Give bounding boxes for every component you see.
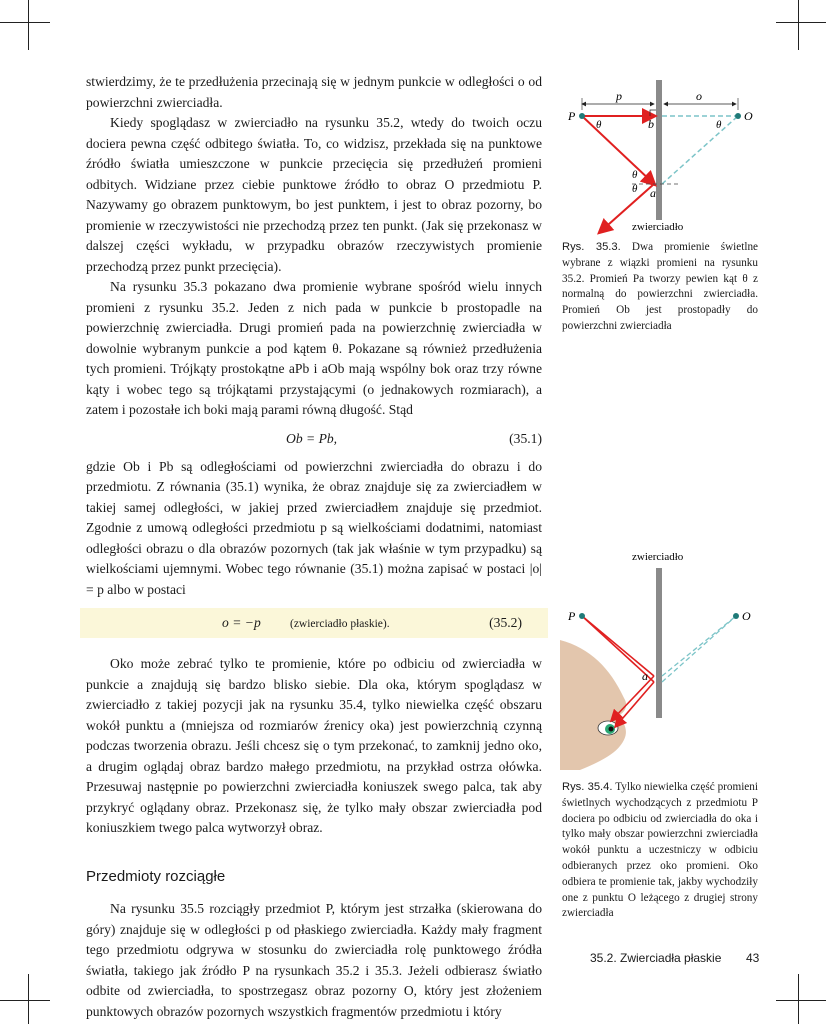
crop-mark bbox=[28, 0, 29, 50]
label-O: O bbox=[744, 109, 753, 123]
crop-mark bbox=[798, 0, 799, 50]
crop-mark bbox=[0, 22, 50, 23]
equation-text: o = −p bbox=[222, 615, 261, 630]
equation-number: (35.1) bbox=[509, 430, 542, 446]
label-b: b bbox=[648, 117, 654, 131]
crop-mark bbox=[28, 974, 29, 1024]
mirror bbox=[656, 80, 662, 220]
label-P: P bbox=[568, 109, 576, 123]
paragraph: stwierdzimy, że te przedłużenia przecinają się w jednym punkcie w odległości o od powierzchni zwierciadła. bbox=[86, 74, 542, 110]
crop-mark bbox=[0, 1000, 50, 1001]
label-O: O bbox=[742, 609, 751, 623]
equation-35-1 bbox=[86, 421, 542, 457]
caption-text: Tylko niewielka część promieni świetlnych wychodzących z przedmiotu P dociera po odbiciu od zwierciadła do oka i tylko mały obszar powierzchni zwierciadła wokół punktu a uczestniczy w odbiciu odbieranych przez oko promieni. Oko odbiera te promienie tak, jakby wychodziły one z punktu O leżącego z drugiej strony zwierciadła bbox=[562, 781, 758, 920]
extension bbox=[662, 616, 736, 676]
paragraph: Na rysunku 35.5 rozciągły przedmiot P, którym jest strzałka (skierowana do góry) znajduje się w odległości p od płaskiego zwierciadła. Każdy mały fragment tego przedmiotu odgrywa w stosunku do zwierciadła rolę punktowego źródła światła, takiego jak źródło P na rysunkach 35.2 i 35.3. Jeżeli odbierasz światło odbite od zwierciadła, to spostrzegasz obraz pozorny O, który jest złożeniem punktowych obrazów pozornych wszystkich fragmentów przedmiotu i który bbox=[86, 901, 542, 1019]
equation-35-2 bbox=[80, 608, 548, 638]
point-O bbox=[733, 613, 739, 619]
figure-35-3 bbox=[560, 80, 760, 240]
point-P bbox=[579, 613, 585, 619]
point-P bbox=[579, 113, 585, 119]
paragraph: Oko może zebrać tylko te promienie, które po odbiciu od zwierciadła w punkcie a znajdują się bardzo blisko siebie. Dla oka, którym spoglądasz w zwierciadło z takiej pozycji jak na rysunku 35.4, tylko niewielka część obszaru wokół punktu a (mniejsza od rozmiarów źrenicy oka) jest powierzchnią czynną podczas tworzenia obrazu. Jeśli chcesz się o tym przekonać, to zamknij jedno oko, a drugim oglądaj obraz bardzo małego przedmiotu, na przykład ostrza ołówka. Przesuwaj następnie po powierzchni zwierciadła koniuszek swego palca, tak aby przykryć oglądany obraz. Przekonasz się, że tylko mały obszar zwierciadła pod koniuszkiem twego palca wytworzył obraz. bbox=[86, 656, 542, 835]
label-mirror: zwierciadło bbox=[632, 551, 684, 563]
footer-section: 35.2. Zwierciadła płaskie bbox=[590, 951, 722, 965]
crop-mark bbox=[776, 22, 826, 23]
label-theta: θ bbox=[632, 169, 638, 181]
caption-label: Rys. 35.4. bbox=[562, 781, 613, 793]
label-theta: θ bbox=[596, 119, 602, 131]
label-o: o bbox=[696, 89, 702, 103]
label-mirror: zwierciadło bbox=[632, 221, 684, 233]
ray-Pa bbox=[582, 116, 654, 184]
paragraph: Na rysunku 35.3 pokazano dwa promienie wybrane spośród wielu innych promieni z rysunku 35.2. Jeden z nich pada w punkcie b prostopadle na powierzchnię zwierciadła. Drugi promień pada na powierzchnię zwierciadła w dowolnie wybranym punkcie a pod kątem θ. Pokazane są również przedłużenia tych promieni. Trójkąty prostokątne aPb i aOb mają wspólny bok oraz trzy równe kąty i wobec tego są trójkątami przystającymi (o jednakowych rozmiarach), a zatem i pozostałe ich boki mają parami równą długość. Stąd bbox=[86, 279, 542, 417]
label-P: P bbox=[568, 609, 576, 623]
equation-number: (35.2) bbox=[489, 615, 522, 630]
equation-text: Ob = Pb, bbox=[286, 430, 338, 446]
crop-mark bbox=[798, 974, 799, 1024]
paragraph: Kiedy spoglądasz w zwierciadło na rysunku 35.2, wtedy do twoich oczu dociera pewna część odbitego światła. To, co widzisz, przekłada się na punktowe źródło światła umieszczone w punkcie przecięcia się przedłużeń promieni odbitych. Widziane przez ciebie punktowe źródło to obraz O przedmiotu P. Nazywamy go obrazem punktowym, bo jest punktem, i jest to obraz pozorny, bo promienie w rzeczywistości nie przechodzą przez ten punkt. (Jak się przekonasz w dalszej części wykładu, w przypadku obrazów rzeczywistych promienie przechodzą przez punkt przecięcia). bbox=[86, 115, 542, 274]
figure-caption bbox=[562, 780, 758, 922]
figure-35-4 bbox=[560, 548, 760, 770]
label-theta: θ bbox=[632, 183, 638, 195]
crop-mark bbox=[776, 1000, 826, 1001]
label-p: p bbox=[616, 89, 622, 103]
label-a: a bbox=[642, 669, 648, 683]
extension bbox=[662, 616, 736, 682]
label-a: a bbox=[650, 186, 656, 200]
figure-caption bbox=[562, 240, 758, 335]
mirror bbox=[656, 568, 662, 718]
extension-Oa bbox=[662, 116, 738, 184]
point-O bbox=[735, 113, 741, 119]
label-theta: θ bbox=[716, 119, 722, 131]
caption-label: Rys. 35.3. bbox=[562, 241, 621, 253]
page-number: 43 bbox=[746, 951, 760, 965]
main-text-column bbox=[86, 72, 542, 1022]
caption-text: Dwa promienie świetlne wybrane z wiązki promieni na rysunku 35.2. Promień Pa tworzy pewien kąt θ z normalną do powierzchni zwierciadła. Promień Ob jest prostopadły do powierzchni zwierciadła bbox=[562, 241, 758, 332]
face-silhouette bbox=[560, 640, 626, 770]
paragraph: gdzie Ob i Pb są odległościami od powierzchni zwierciadła do obrazu i do przedmiotu. Z równania (35.1) wynika, że obraz znajduje się za zwierciadłem w takiej samej odległości, w jakiej przed zwierciadłem znajduje się przedmiot. Zgodnie z umową odległości przedmiotu p są wielkościami dodatnimi, natomiast odległości obrazu o dla obrazów pozornych (tak jak właśnie w tym przypadku) są wielkościami ujemnymi. Wobec tego równanie (35.1) można zapisać w postaci |o| = p albo w postaci bbox=[86, 458, 542, 597]
section-heading: Przedmioty rozciągłe bbox=[86, 867, 226, 885]
equation-note: (zwierciadło płaskie). bbox=[290, 618, 390, 630]
